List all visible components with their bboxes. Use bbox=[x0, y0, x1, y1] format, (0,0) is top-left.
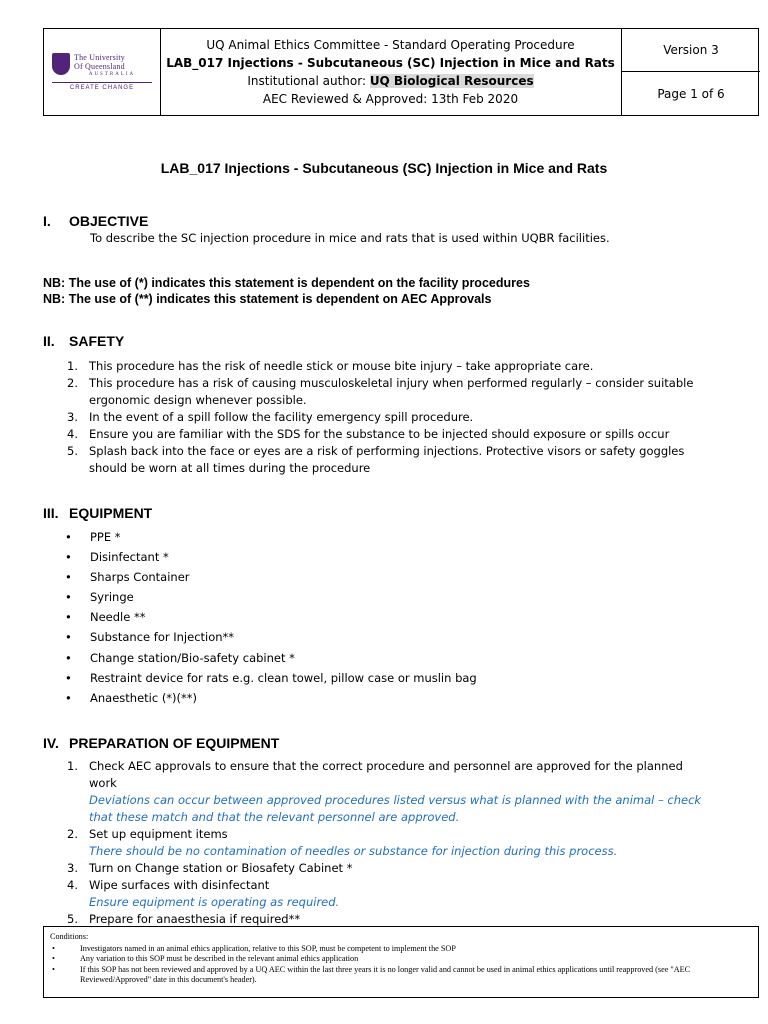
safety-list bbox=[43, 358, 713, 477]
item-number: 2. bbox=[67, 827, 78, 841]
item-note: Deviations can occur between approved procedures listed versus what is planned with the animal – check that these match and that the relevant personnel are approved. bbox=[89, 793, 702, 824]
item-number: 1. bbox=[67, 359, 78, 373]
author-label: Institutional author: bbox=[247, 74, 370, 88]
list-item bbox=[43, 690, 713, 707]
nb-note-2: NB: The use of (**) indicates this statement is dependent on AEC Approvals bbox=[43, 292, 492, 306]
logo-tagline: CREATE CHANGE bbox=[52, 82, 152, 91]
objective-text: To describe the SC injection procedure in mice and rats that is used within UQBR facilities. bbox=[90, 231, 610, 245]
list-item bbox=[43, 409, 713, 426]
item-number: 2. bbox=[67, 376, 78, 390]
list-item bbox=[43, 629, 713, 646]
list-item bbox=[43, 375, 713, 409]
section-heading-preparation: IV. PREPARATION OF EQUIPMENT bbox=[43, 735, 280, 751]
item-text: If this SOP has not been reviewed and approved by a UQ AEC within the last three years it is no longer valid and cannot be used in animal ethics applications until reapproved (see "AEC Reviewed/Approved" date in this document's header). bbox=[80, 964, 691, 984]
item-text: Sharps Container bbox=[90, 570, 190, 585]
item-text: PPE * bbox=[90, 530, 121, 544]
list-item bbox=[43, 549, 713, 566]
item-text: Any variation to this SOP must be described in the relevant animal ethics application bbox=[80, 954, 359, 963]
item-text: Splash back into the face or eyes are a risk of performing injections. Protective visors or safety goggles should be worn at all times during the procedure bbox=[89, 444, 685, 475]
document-title: LAB_017 Injections - Subcutaneous (SC) Injection in Mice and Rats bbox=[160, 160, 608, 176]
list-item bbox=[43, 860, 713, 877]
list-item bbox=[43, 569, 713, 586]
header-line-1: UQ Animal Ethics Committee - Standard Operating Procedure bbox=[206, 38, 575, 52]
list-item bbox=[43, 443, 713, 477]
header-meta bbox=[621, 29, 760, 115]
conditions-label: Conditions: bbox=[50, 932, 89, 941]
bullet: • bbox=[52, 964, 55, 974]
list-item bbox=[50, 965, 752, 986]
item-text: Investigators named in an animal ethics application, relative to this SOP, must be competent to implement the SOP bbox=[80, 943, 456, 953]
logo-line-2: Of Queensland bbox=[74, 62, 125, 71]
document-header bbox=[43, 28, 759, 116]
conditions-box bbox=[43, 926, 759, 998]
item-number: 5. bbox=[67, 444, 78, 458]
logo-line-3: AUSTRALIA bbox=[88, 72, 136, 77]
item-text: Substance for Injection** bbox=[90, 630, 235, 645]
version-label: Version 3 bbox=[622, 29, 760, 72]
item-number: 1. bbox=[67, 759, 78, 773]
bullet: • bbox=[52, 943, 55, 953]
page-label: Page 1 of 6 bbox=[657, 86, 725, 101]
item-number: 5. bbox=[67, 912, 78, 926]
list-item bbox=[50, 954, 752, 965]
item-text: Syringe bbox=[90, 590, 134, 605]
list-item bbox=[43, 589, 713, 606]
item-note: Ensure equipment is operating as required. bbox=[89, 895, 340, 909]
item-text: Restraint device for rats e.g. clean towel, pillow case or muslin bag bbox=[90, 670, 477, 685]
list-item bbox=[43, 609, 713, 626]
item-text: Ensure you are familiar with the SDS for the substance to be injected should exposure or spills occur bbox=[89, 427, 670, 441]
uq-logo bbox=[44, 29, 161, 115]
item-text: Check AEC approvals to ensure that the correct procedure and personnel are approved for the planned work bbox=[89, 759, 683, 790]
bullet: • bbox=[65, 650, 72, 665]
item-text: Prepare for anaesthesia if required** bbox=[89, 912, 301, 926]
item-note: There should be no contamination of needles or substance for injection during this process. bbox=[89, 844, 618, 858]
item-text: This procedure has the risk of needle stick or mouse bite injury – take appropriate care. bbox=[89, 359, 594, 373]
item-text: This procedure has a risk of causing musculoskeletal injury when performed regularly – consider suitable ergonomic design whenever possible. bbox=[89, 376, 694, 407]
item-number: 3. bbox=[67, 861, 78, 875]
bullet: • bbox=[65, 610, 72, 625]
list-item bbox=[43, 758, 713, 826]
item-number: 4. bbox=[67, 878, 78, 892]
list-item bbox=[43, 826, 713, 860]
bullet: • bbox=[65, 530, 72, 544]
bullet: • bbox=[65, 590, 72, 605]
item-text: Set up equipment items bbox=[89, 827, 228, 841]
list-item bbox=[43, 650, 713, 667]
list-item bbox=[43, 426, 713, 443]
bullet: • bbox=[65, 550, 72, 565]
logo-line-1: The University bbox=[74, 53, 126, 62]
bullet: • bbox=[65, 690, 72, 705]
section-heading-equipment: III. EQUIPMENT bbox=[43, 505, 153, 521]
section-heading-objective: I. OBJECTIVE bbox=[43, 213, 149, 229]
bullet: • bbox=[65, 670, 72, 685]
item-text: In the event of a spill follow the facility emergency spill procedure. bbox=[89, 410, 474, 424]
list-item bbox=[50, 944, 752, 955]
crest-icon bbox=[52, 53, 70, 75]
item-text: Anaesthetic (*)(**) bbox=[90, 690, 198, 705]
item-number: 4. bbox=[67, 427, 78, 441]
author-value: UQ Biological Resources bbox=[369, 74, 534, 88]
equipment-list bbox=[43, 529, 713, 710]
list-item bbox=[43, 877, 713, 911]
item-text: Needle ** bbox=[90, 610, 146, 625]
list-item bbox=[43, 358, 713, 375]
bullet: • bbox=[52, 954, 55, 963]
section-heading-safety: II. SAFETY bbox=[43, 333, 125, 349]
bullet: • bbox=[65, 570, 72, 585]
item-text: Change station/Bio-safety cabinet * bbox=[90, 650, 295, 665]
list-item bbox=[43, 529, 713, 546]
item-text: Disinfectant * bbox=[90, 550, 169, 565]
header-line-4: AEC Reviewed & Approved: 13th Feb 2020 bbox=[262, 92, 519, 106]
item-text: Turn on Change station or Biosafety Cabinet * bbox=[89, 861, 353, 875]
header-title-block bbox=[161, 29, 620, 115]
bullet: • bbox=[65, 630, 72, 645]
list-item bbox=[43, 670, 713, 687]
preparation-list bbox=[43, 758, 713, 928]
nb-note-1: NB: The use of (*) indicates this statement is dependent on the facility procedures bbox=[43, 276, 530, 290]
conditions-list bbox=[50, 944, 752, 986]
header-line-2: LAB_017 Injections - Subcutaneous (SC) Injection in Mice and Rats bbox=[166, 56, 615, 70]
item-number: 3. bbox=[67, 410, 78, 424]
item-text: Wipe surfaces with disinfectant bbox=[89, 878, 270, 892]
